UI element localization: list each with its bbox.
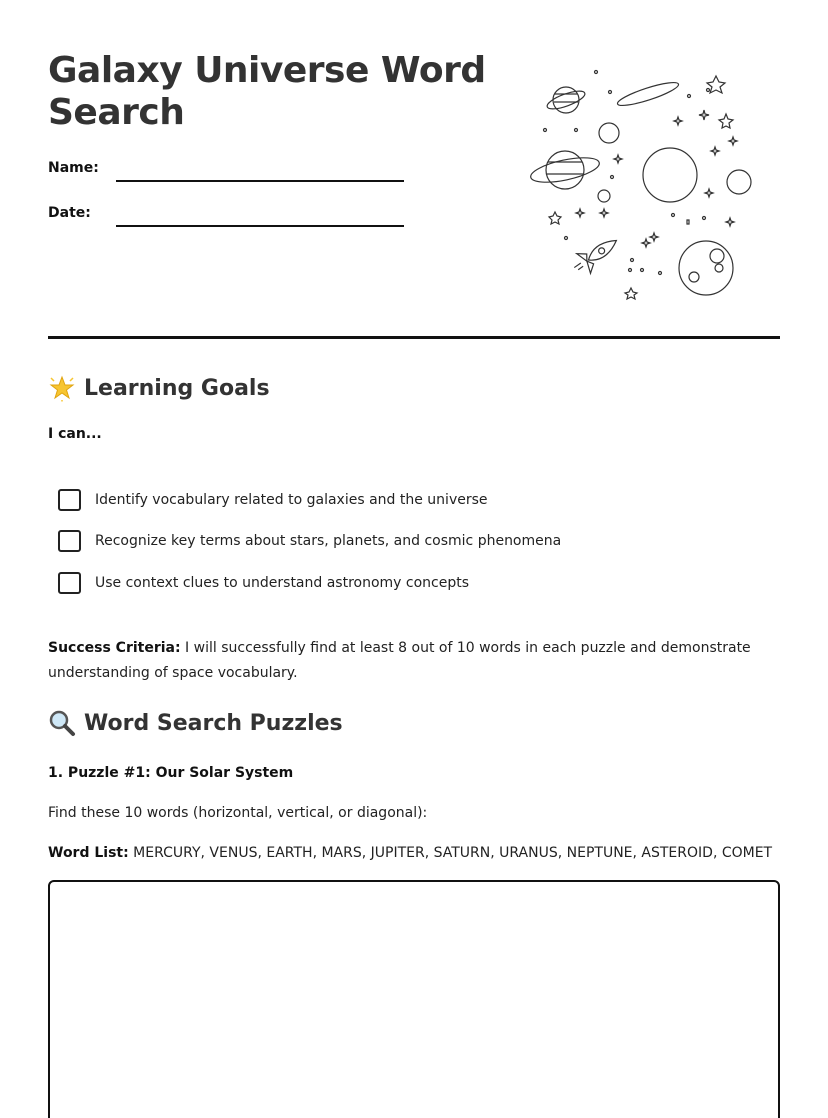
goal-item[interactable] xyxy=(58,489,488,511)
goal-checkbox[interactable] xyxy=(58,530,81,552)
goal-checkbox[interactable] xyxy=(58,572,81,594)
word-search-title: Word Search Puzzles xyxy=(84,710,343,736)
goal-item[interactable] xyxy=(58,530,561,552)
puzzle-title: 1. Puzzle #1: Our Solar System xyxy=(48,765,294,781)
goal-checkbox[interactable] xyxy=(58,489,81,511)
magnifying-glass-icon xyxy=(48,709,76,737)
success-criteria xyxy=(48,636,780,686)
word-list-label: Word List: xyxy=(48,845,129,861)
header-divider xyxy=(48,336,780,339)
word-list-words: MERCURY, VENUS, EARTH, MARS, JUPITER, SATURN, URANUS, NEPTUNE, ASTEROID, COMET xyxy=(128,845,773,861)
puzzle-instructions: Find these 10 words (horizontal, vertical, or diagonal): xyxy=(48,805,428,821)
date-label: Date: xyxy=(48,205,91,221)
goal-text: Use context clues to understand astronomy concepts xyxy=(95,575,470,591)
success-criteria-text: I will successfully find at least 8 out of 10 words in each puzzle and demonstrate understanding of space vocabulary. xyxy=(48,640,751,681)
goals-intro: I can... xyxy=(48,426,102,442)
goal-text: Identify vocabulary related to galaxies and the universe xyxy=(95,492,488,508)
word-search-heading xyxy=(48,709,343,737)
goal-text: Recognize key terms about stars, planets, and cosmic phenomena xyxy=(95,533,562,549)
space-doodle-icon xyxy=(528,62,758,302)
glowing-star-icon xyxy=(48,374,76,402)
success-criteria-label: Success Criteria: xyxy=(48,640,181,656)
goal-item[interactable] xyxy=(58,572,469,594)
word-list xyxy=(48,841,780,866)
name-line xyxy=(116,180,404,182)
learning-goals-heading xyxy=(48,374,270,402)
date-line xyxy=(116,225,404,227)
puzzle-grid-box xyxy=(48,880,780,1118)
learning-goals-title: Learning Goals xyxy=(84,375,270,401)
page-title: Galaxy Universe Word Search xyxy=(48,50,486,133)
name-label: Name: xyxy=(48,160,99,176)
